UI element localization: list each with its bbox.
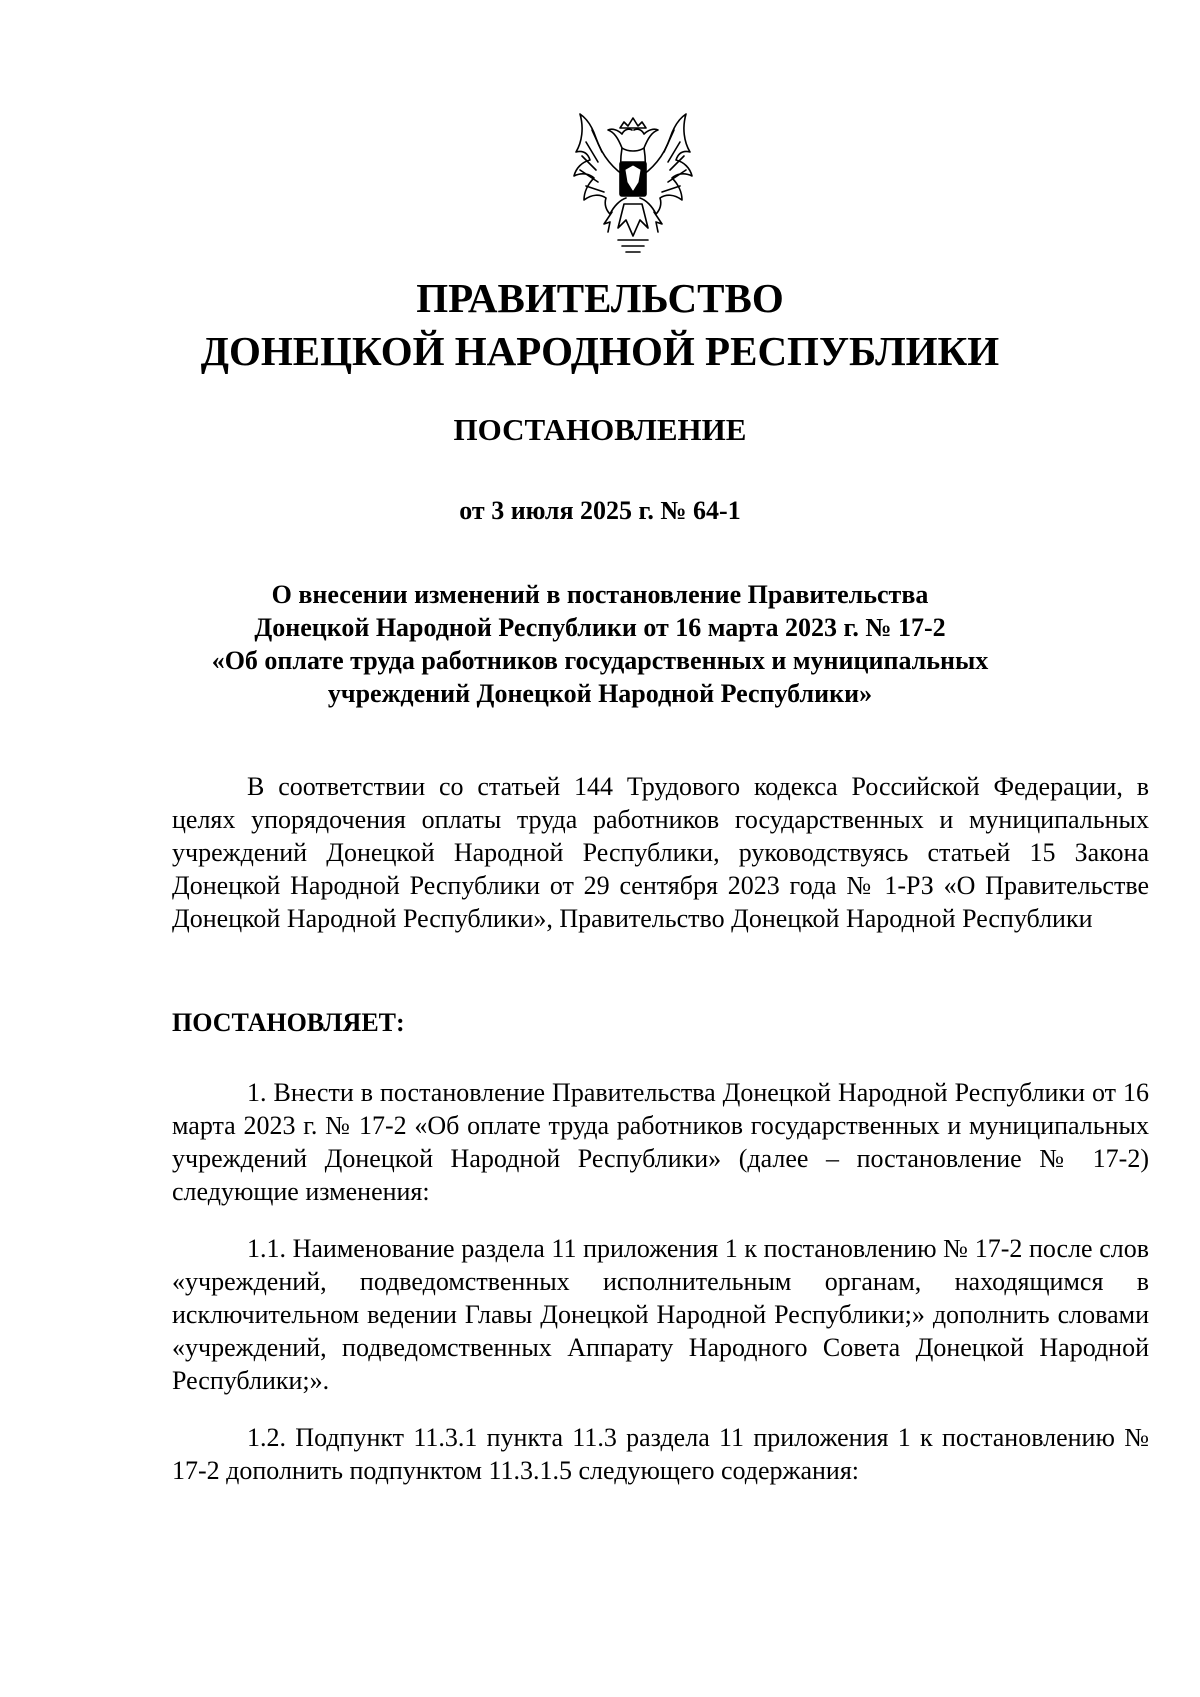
item-1-1-paragraph: 1.1. Наименование раздела 11 приложения 1 к постановлению № 17-2 после слов «учреждений, подведомственных исполнительным органам, находящимся в исключительном ведении Главы Донецкой Народной Республики;» дополнить словами «учреждений, подведомственных Аппарату Народного Совета Донецкой Народной Республики;». [172, 1234, 1149, 1395]
government-title-line-2: ДОНЕЦКОЙ НАРОДНОЙ РЕСПУБЛИКИ [200, 328, 1000, 374]
item-1-paragraph: 1. Внести в постановление Правительства Донецкой Народной Республики от 16 марта 2023 г. № 17-2 «Об оплате труда работников государственных и муниципальных учреждений Донецкой Народной Республики» (далее – постановление № 17-2) следующие изменения: [172, 1078, 1149, 1206]
double-headed-eagle-coat-of-arms-icon [562, 108, 704, 258]
government-title [0, 272, 1200, 378]
subject-line-3: «Об оплате труда работников государственных и муниципальных [211, 646, 989, 675]
document-subject [0, 578, 1200, 710]
subject-line-1: О внесении изменений в постановление Правительства [271, 580, 929, 609]
decree-heading: ПОСТАНОВЛЯЕТ: [172, 1008, 405, 1037]
document-date-number: от 3 июля 2025 г. № 64-1 [459, 496, 741, 525]
preamble-paragraph: В соответствии со статьей 144 Трудового кодекса Российской Федерации, в целях упорядочения оплаты труда работников государственных и муниципальных учреждений Донецкой Народной Республики, руководствуясь статьей 15 Закона Донецкой Народной Республики от 29 сентября 2023 года № 1-РЗ «О Правительстве Донецкой Народной Республики», Правительство Донецкой Народной Республики [172, 772, 1149, 933]
subject-line-4: учреждений Донецкой Народной Республики» [327, 679, 873, 708]
item-1-2-paragraph: 1.2. Подпункт 11.3.1 пункта 11.3 раздела 11 приложения 1 к постановлению № 17-2 дополнить подпунктом 11.3.1.5 следующего содержания: [172, 1423, 1149, 1485]
document-type: ПОСТАНОВЛЕНИЕ [453, 412, 747, 447]
government-title-line-1: ПРАВИТЕЛЬСТВО [416, 275, 784, 321]
subject-line-2: Донецкой Народной Республики от 16 марта 2023 г. № 17-2 [254, 613, 946, 642]
